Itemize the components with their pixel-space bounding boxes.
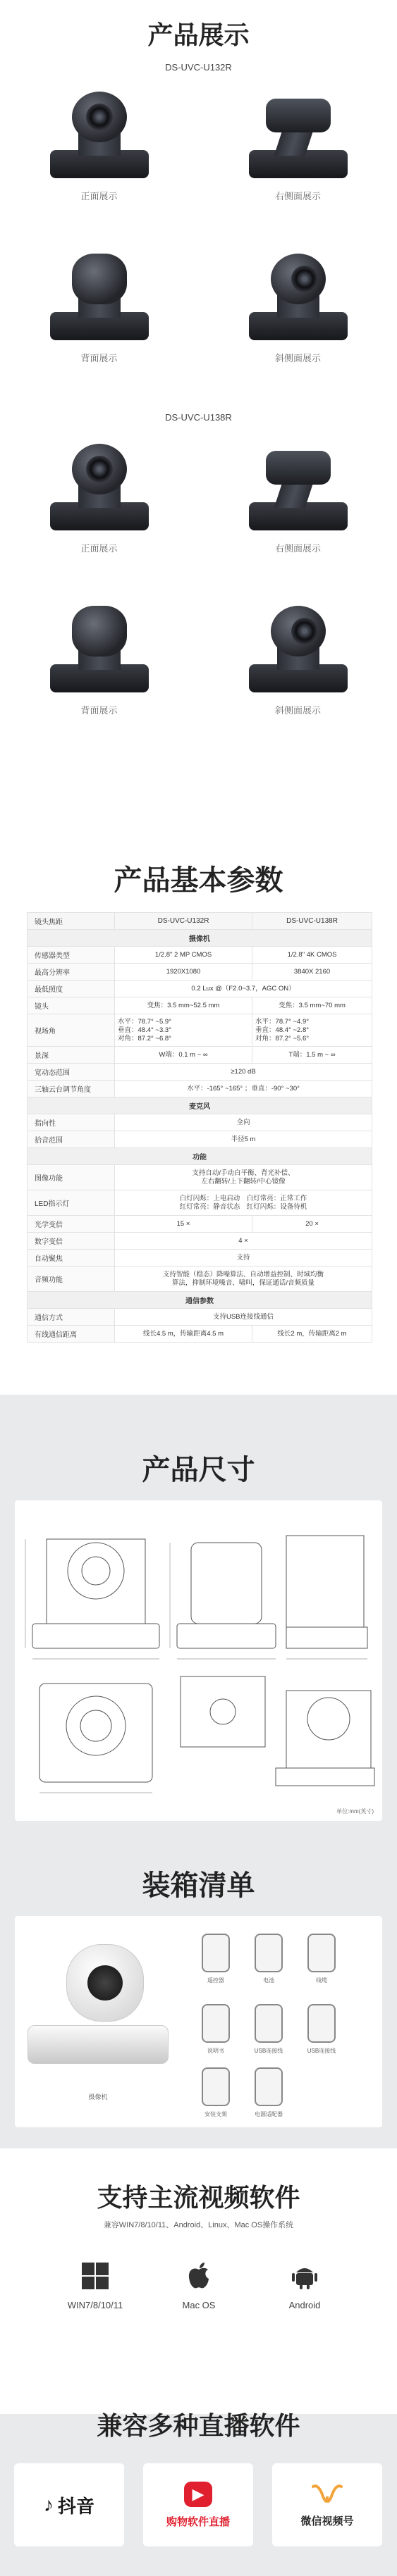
- packing-item-icon: [255, 1934, 283, 1972]
- table-row: [28, 1014, 372, 1047]
- camera-front-image: [39, 441, 159, 536]
- packing-item: [191, 2064, 240, 2127]
- packing-item-icon: [255, 2004, 283, 2043]
- row-value: T端：1.5 m ~ ∞: [252, 1047, 372, 1064]
- shopping-live-card: [143, 2463, 253, 2546]
- unit-label: 单位:mm(英寸): [336, 1808, 374, 1815]
- view-caption: 斜侧面展示: [274, 353, 321, 363]
- packing-item-icon: [307, 1934, 336, 1972]
- row-label: 拾音范围: [28, 1131, 115, 1148]
- douyin-icon: ♪: [43, 2494, 54, 2515]
- os-subtitle: 兼容WIN7/8/10/11、Android、Linux、Mac OS操作系统: [103, 2221, 294, 2229]
- row-value: 全向: [115, 1114, 372, 1131]
- table-row: [28, 1047, 372, 1064]
- camera-image: [28, 1937, 169, 2078]
- row-value: W端：0.1 m ~ ∞: [115, 1047, 252, 1064]
- group-row: [28, 1148, 372, 1165]
- row-value: 15 ×: [115, 1216, 252, 1233]
- row-value: 1/2.8" 2 MP CMOS: [115, 947, 252, 964]
- view-caption: 正面展示: [80, 191, 118, 201]
- section-title: 产品展示: [147, 20, 250, 49]
- packing-item: [244, 2064, 293, 2127]
- group-row: [28, 1097, 372, 1114]
- os-label: Mac OS: [182, 2300, 216, 2310]
- back-view-1: [0, 247, 198, 366]
- item-label: 电池: [263, 1977, 274, 1984]
- table-row: [28, 1250, 372, 1267]
- oblique-view-2: [199, 599, 397, 718]
- row-value: 0.2 Lux @（F2.0~3.7，AGC ON）: [115, 981, 372, 997]
- view-caption: 右侧面展示: [274, 191, 321, 201]
- table-row: [28, 1190, 372, 1216]
- table-row: [28, 1233, 372, 1250]
- group-title: 通信参数: [28, 1292, 372, 1309]
- app-label: 微信视频号: [300, 2515, 354, 2527]
- header-cell: DS-UVC-U132R: [115, 913, 252, 930]
- group-row: [28, 930, 372, 947]
- section-title: 支持主流视频软件: [97, 2183, 300, 2212]
- front-view-2: [0, 437, 198, 556]
- row-label: 镜头: [28, 997, 115, 1014]
- front-view-1: [0, 85, 198, 204]
- row-label: 数字变倍: [28, 1233, 115, 1250]
- row-value: 支持: [115, 1250, 372, 1267]
- windows-icon: [80, 2261, 110, 2291]
- packing-item-icon: [307, 2004, 336, 2043]
- table-row: [28, 1309, 372, 1326]
- row-label: 音频功能: [28, 1267, 115, 1292]
- item-label: 安装支架: [204, 2111, 227, 2117]
- packing-item-icon: [202, 1934, 230, 1972]
- row-label: 图像功能: [28, 1165, 115, 1190]
- camera-side-image: [238, 89, 358, 184]
- row-label: 宽动态范围: [28, 1064, 115, 1081]
- view-caption: 斜侧面展示: [274, 705, 321, 716]
- wechat-channels-icon: [312, 2482, 343, 2506]
- row-label: 三轴云台调节角度: [28, 1081, 115, 1097]
- view-caption: 背面展示: [80, 705, 118, 716]
- section-title: 产品尺寸: [142, 1455, 255, 1486]
- back-view-2: [0, 599, 198, 718]
- packing-item: [191, 1930, 240, 1993]
- row-value: 线长2 m，传输距离2 m: [252, 1326, 372, 1343]
- software-section: [0, 2148, 397, 2414]
- row-value: 支持智能（稳态）降噪算法、自动增益控制、时域均衡 算法，抑制环境噪音、啸叫，保证通话/音频质量: [115, 1267, 372, 1292]
- table-row: [28, 964, 372, 981]
- dimension-drawing-svg: [15, 1500, 382, 1821]
- row-label: 有线通信距离: [28, 1326, 115, 1343]
- model-label: DS-UVC-U132R: [165, 62, 232, 73]
- camera-side-image: [238, 441, 358, 536]
- row-label: 自动聚焦: [28, 1250, 115, 1267]
- row-value: 支持自动/手动白平衡、背光补偿、 左右翻转/上下翻转/中心镜像: [115, 1165, 372, 1190]
- row-label: 最高分辨率: [28, 964, 115, 981]
- shopping-live-icon: ▶: [184, 2482, 212, 2507]
- item-label: 电源适配器: [255, 2111, 283, 2117]
- row-value: 白灯闪烁：上电启动 白灯常亮：正常工作 红灯常亮：静音状态 红灯闪烁：设备待机: [115, 1190, 372, 1216]
- camera-oblique-image: [238, 603, 358, 698]
- app-label: 抖音: [57, 2495, 94, 2517]
- row-label: LED指示灯: [28, 1190, 115, 1216]
- row-value: 支持USB连接线通信: [115, 1309, 372, 1326]
- camera-back-image: [39, 251, 159, 346]
- macos-os: [171, 2261, 227, 2310]
- row-value: 变焦：3.5 mm~52.5 mm: [115, 997, 252, 1014]
- item-label: USB连接线: [254, 2048, 283, 2054]
- group-row: [28, 1292, 372, 1309]
- row-label: 视场角: [28, 1014, 115, 1047]
- packing-item: [244, 1930, 293, 1993]
- packing-item-icon: [255, 2067, 283, 2106]
- dimension-drawings: [15, 1500, 382, 1821]
- model-label: DS-UVC-U138R: [165, 412, 232, 423]
- header-cell: 镜头焦距: [28, 913, 115, 930]
- row-value: ≥120 dB: [115, 1064, 372, 1081]
- packing-item: [297, 2001, 346, 2064]
- row-value: 20 ×: [252, 1216, 372, 1233]
- row-value: 1/2.8" 4K CMOS: [252, 947, 372, 964]
- wechat-channels-card: [272, 2463, 382, 2546]
- table-row: [28, 997, 372, 1014]
- product-display-section: [0, 0, 397, 810]
- item-label: 说明书: [207, 2048, 224, 2054]
- item-label: 线缆: [316, 1977, 327, 1984]
- camera-back-image: [39, 603, 159, 698]
- row-label: 通信方式: [28, 1309, 115, 1326]
- table-row: [28, 1081, 372, 1097]
- item-label: 遥控器: [207, 1977, 224, 1984]
- row-value: 变焦：3.5 mm~70 mm: [252, 997, 372, 1014]
- oblique-view-1: [199, 247, 397, 366]
- packing-item: [297, 1930, 346, 1993]
- row-value: 线长4.5 m，传输距离4.5 m: [115, 1326, 252, 1343]
- live-section: [0, 2411, 397, 2576]
- douyin-card: [14, 2463, 124, 2546]
- group-title: 摄像机: [28, 930, 372, 947]
- packing-item-icon: [202, 2067, 230, 2106]
- header-cell: DS-UVC-U138R: [252, 913, 372, 930]
- row-value: 4 ×: [115, 1233, 372, 1250]
- windows-os: [67, 2261, 123, 2310]
- item-label: USB连接线: [307, 2048, 336, 2054]
- group-title: 麦克风: [28, 1097, 372, 1114]
- app-label: 购物软件直播: [166, 2515, 230, 2528]
- row-value: 水平：-165° ~165° ；垂直：-90° ~30°: [115, 1081, 372, 1097]
- group-title: 功能: [28, 1148, 372, 1165]
- packing-item: [244, 2001, 293, 2064]
- android-os: [276, 2261, 333, 2310]
- row-label: 最低照度: [28, 981, 115, 997]
- spec-table: [27, 912, 372, 1343]
- table-row: [28, 1131, 372, 1148]
- packing-panel: [15, 1916, 382, 2127]
- table-row: [28, 1114, 372, 1131]
- table-row: [28, 1165, 372, 1190]
- table-row: [28, 1216, 372, 1233]
- row-value: 水平：78.7° ~5.9° 垂直：48.4° ~3.3° 对角：87.2° ~6.8°: [115, 1014, 252, 1047]
- os-label: Android: [288, 2300, 321, 2310]
- table-row: [28, 947, 372, 964]
- row-value: 1920X1080: [115, 964, 252, 981]
- view-caption: 右侧面展示: [274, 543, 321, 554]
- table-row: [28, 981, 372, 997]
- section-title: 兼容多种直播软件: [97, 2411, 300, 2440]
- view-caption: 正面展示: [80, 543, 118, 554]
- row-label: 景深: [28, 1047, 115, 1064]
- item-label: 摄像机: [88, 2093, 108, 2101]
- row-label: 传感器类型: [28, 947, 115, 964]
- row-value: 水平：78.7° ~4.9° 垂直：48.4° ~2.8° 对角：87.2° ~5.6°: [252, 1014, 372, 1047]
- right-view-1: [199, 85, 397, 204]
- packing-item: [191, 2001, 240, 2064]
- camera-front-image: [39, 89, 159, 184]
- table-row: [28, 1326, 372, 1343]
- table-header-row: [28, 913, 372, 930]
- packing-item-icon: [202, 2004, 230, 2043]
- section-title: 产品基本参数: [114, 865, 283, 896]
- row-value: 3840X 2160: [252, 964, 372, 981]
- table-row: [28, 1064, 372, 1081]
- android-icon: [290, 2261, 319, 2291]
- specs-section: [0, 810, 397, 1395]
- apple-icon: [184, 2261, 214, 2291]
- row-value: 半径5 m: [115, 1131, 372, 1148]
- right-view-2: [199, 437, 397, 556]
- section-title: 装箱清单: [142, 1870, 255, 1901]
- table-row: [28, 1267, 372, 1292]
- row-label: 光学变倍: [28, 1216, 115, 1233]
- view-caption: 背面展示: [80, 353, 118, 363]
- camera-oblique-image: [238, 251, 358, 346]
- dims-packing-section: [0, 1395, 397, 2148]
- row-label: 指向性: [28, 1114, 115, 1131]
- os-label: WIN7/8/10/11: [67, 2300, 123, 2310]
